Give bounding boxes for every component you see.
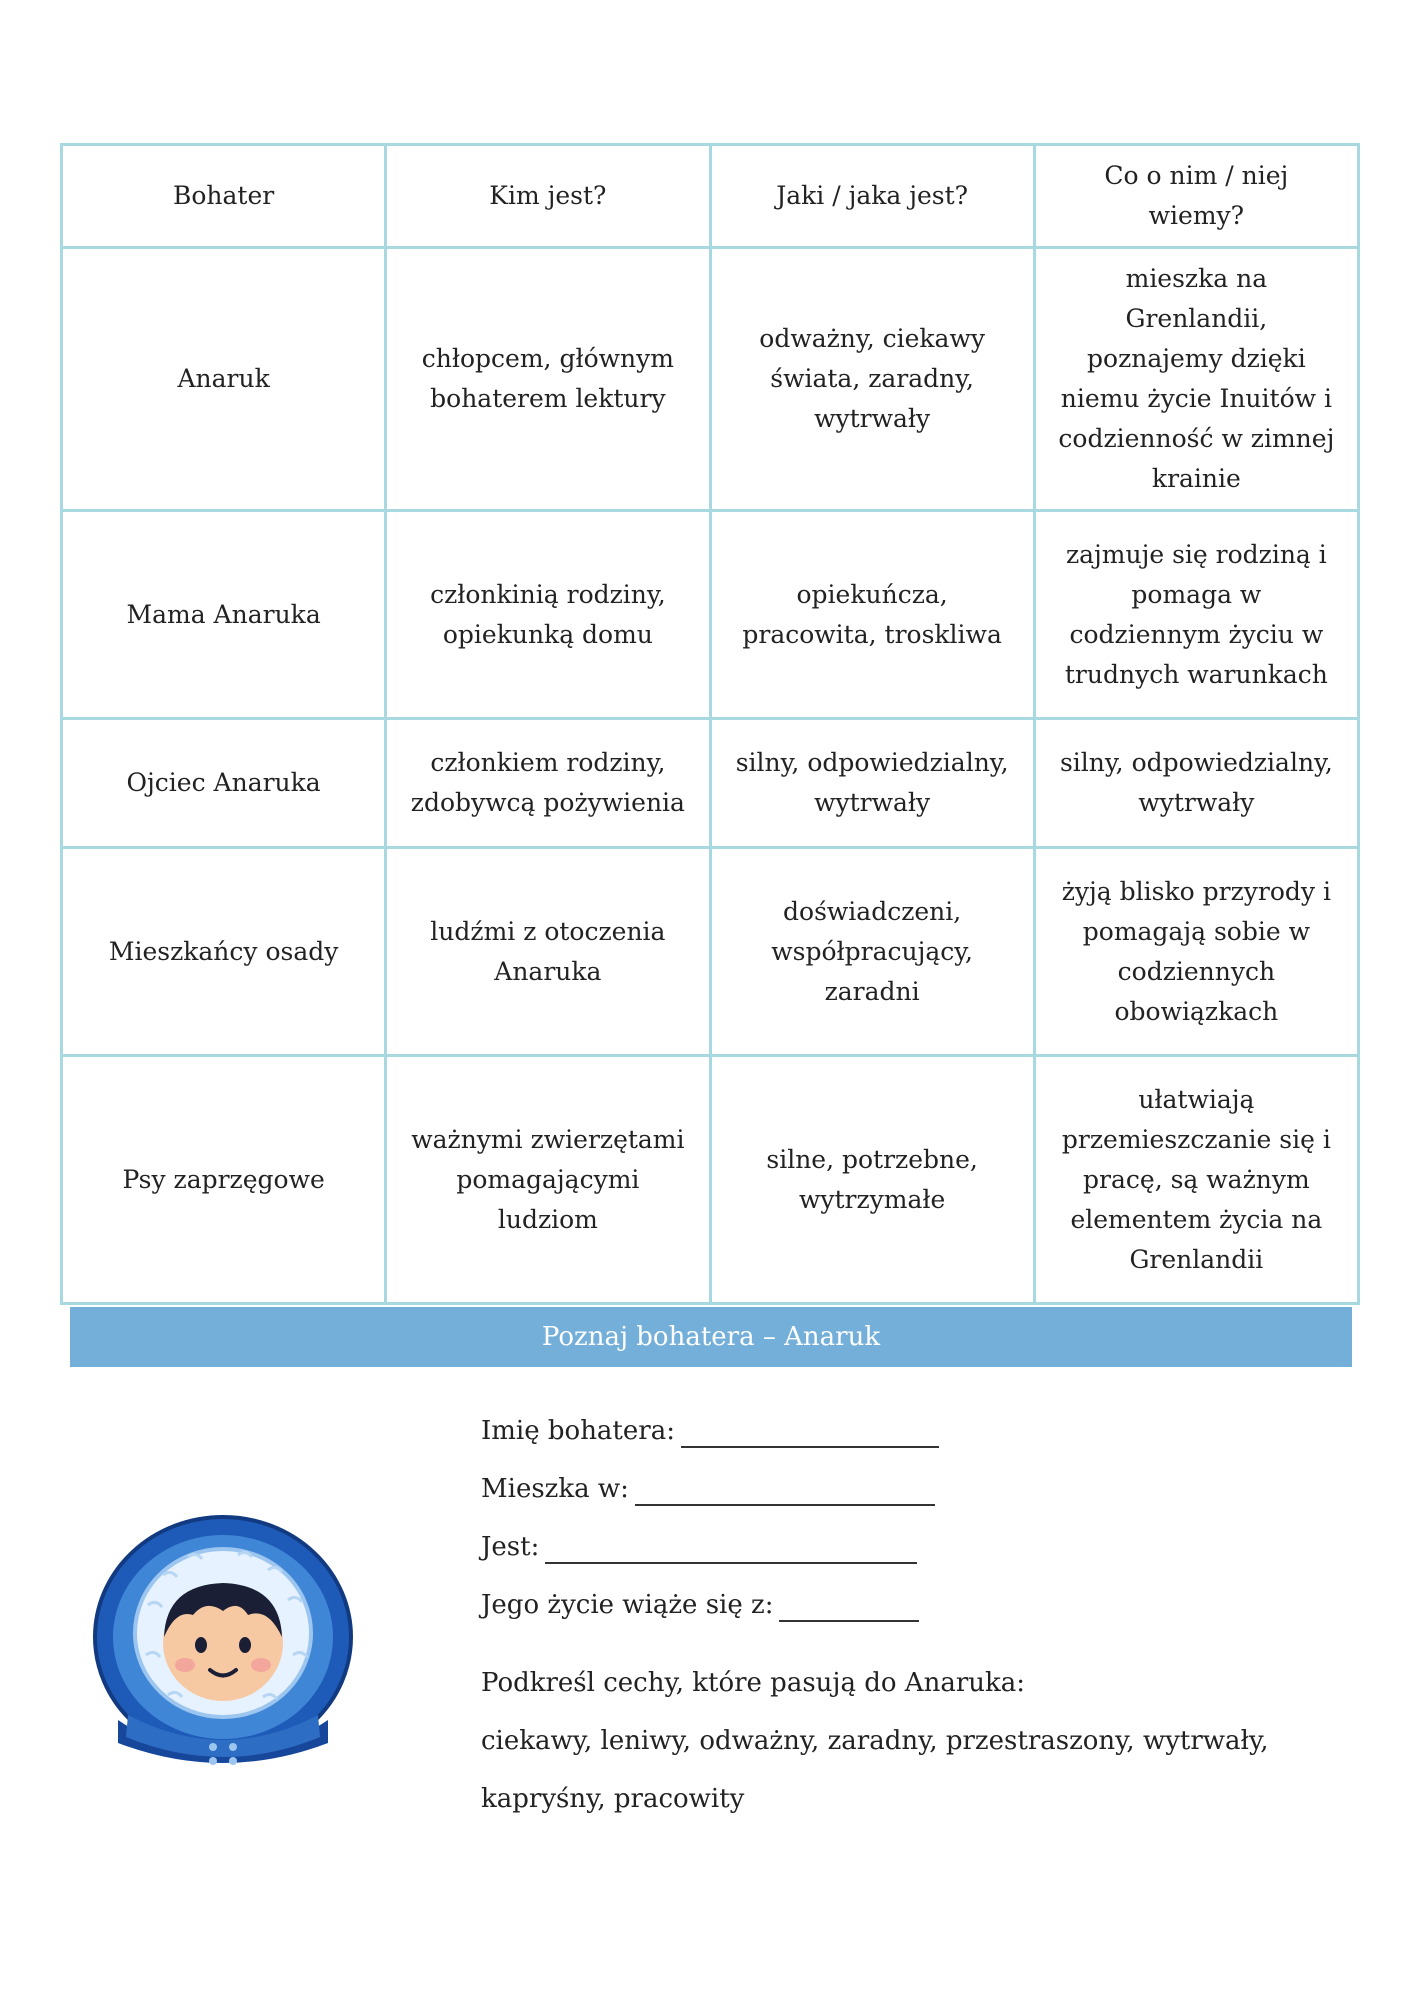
field-name-blank[interactable]: [681, 1416, 939, 1448]
table-cell: chłopcem, głównym bohaterem lektury: [386, 248, 710, 511]
table-cell: ułatwiają przemieszczanie się i pracę, są ważnym elementem życia na Grenlandii: [1034, 1056, 1358, 1304]
field-life-label: Jego życie wiąże się z:: [481, 1590, 774, 1620]
field-lives-blank[interactable]: [635, 1474, 935, 1506]
table-row: [62, 248, 1359, 511]
table-cell: żyją blisko przyrody i pomagają sobie w codziennych obowiązkach: [1034, 848, 1358, 1056]
hero-form: [481, 1402, 1361, 1828]
table-cell: Mieszkańcy osady: [62, 848, 386, 1056]
table-cell: ważnymi zwierzętami pomagającymi ludziom: [386, 1056, 710, 1304]
table-row: [62, 848, 1359, 1056]
table-row: [62, 719, 1359, 848]
table-cell: silny, odpowiedzialny, wytrwały: [710, 719, 1034, 848]
header-who: Kim jest?: [386, 145, 710, 248]
table-cell: ludźmi z otoczenia Anaruka: [386, 848, 710, 1056]
traits-instruction: Podkreśl cechy, które pasują do Anaruka:: [481, 1668, 1026, 1698]
table-cell: doświadczeni, współpracujący, zaradni: [710, 848, 1034, 1056]
header-traits: Jaki / jaka jest?: [710, 145, 1034, 248]
table-cell: członkinią rodziny, opiekunką domu: [386, 511, 710, 719]
table-cell: członkiem rodziny, zdobywcą pożywienia: [386, 719, 710, 848]
characters-table: [60, 143, 1360, 1305]
field-name-label: Imię bohatera:: [481, 1416, 675, 1446]
field-life-blank[interactable]: [779, 1590, 919, 1622]
table-cell: silny, odpowiedzialny, wytrwały: [1034, 719, 1358, 848]
table-cell: Anaruk: [62, 248, 386, 511]
table-cell: opiekuńcza, pracowita, troskliwa: [710, 511, 1034, 719]
field-is: [481, 1518, 1361, 1576]
table-header-row: [62, 145, 1359, 248]
table-row: [62, 1056, 1359, 1304]
field-is-label: Jest:: [481, 1532, 540, 1562]
table-cell: zajmuje się rodziną i pomaga w codziennym życiu w trudnych warunkach: [1034, 511, 1358, 719]
table-cell: Mama Anaruka: [62, 511, 386, 719]
field-lives-label: Mieszka w:: [481, 1474, 629, 1504]
traits-list[interactable]: ciekawy, leniwy, odważny, zaradny, przestraszony, wytrwały, kapryśny, pracowity: [481, 1726, 1269, 1814]
table-cell: silne, potrzebne, wytrzymałe: [710, 1056, 1034, 1304]
table-cell: Psy zaprzęgowe: [62, 1056, 386, 1304]
section-banner: Poznaj bohatera – Anaruk: [70, 1307, 1352, 1367]
field-name: [481, 1402, 1361, 1460]
field-life: [481, 1576, 1361, 1634]
field-lives: [481, 1460, 1361, 1518]
table-cell: Ojciec Anaruka: [62, 719, 386, 848]
header-character: Bohater: [62, 145, 386, 248]
header-facts: Co o nim / niej wiemy?: [1034, 145, 1358, 248]
field-is-blank[interactable]: [545, 1532, 917, 1564]
inuit-child-avatar-icon: [88, 1515, 358, 1775]
table-row: [62, 511, 1359, 719]
table-cell: odważny, ciekawy świata, zaradny, wytrwały: [710, 248, 1034, 511]
table-cell: mieszka na Grenlandii, poznajemy dzięki niemu życie Inuitów i codzienność w zimnej krainie: [1034, 248, 1358, 511]
